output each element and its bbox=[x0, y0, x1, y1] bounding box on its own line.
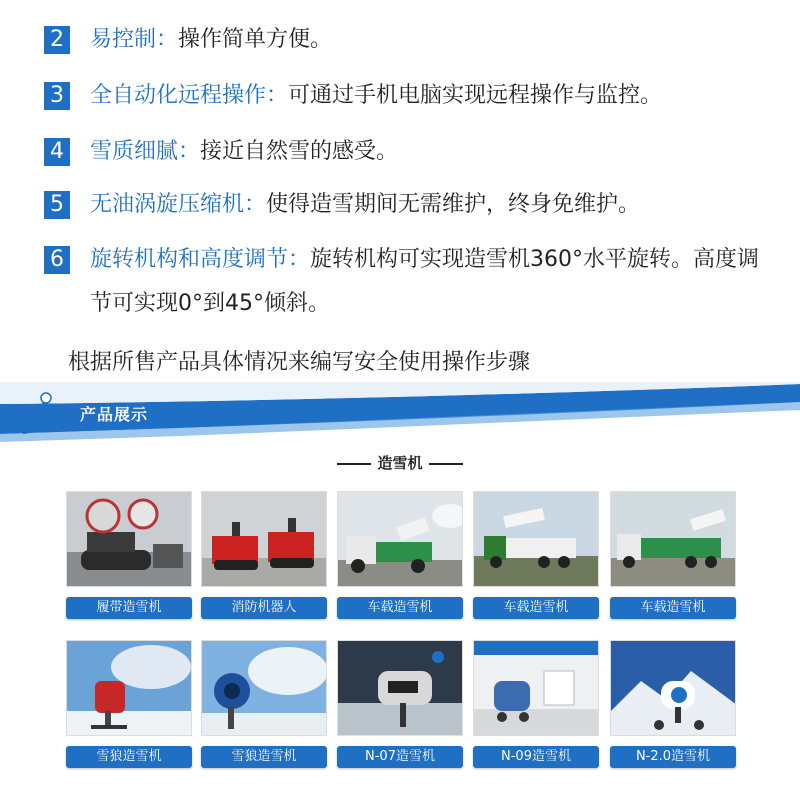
product-card[interactable] bbox=[610, 491, 736, 619]
product-image bbox=[337, 640, 463, 736]
product-image bbox=[66, 491, 192, 587]
snow-gun-red-image bbox=[67, 641, 192, 736]
product-card[interactable] bbox=[610, 640, 736, 768]
banner-title: 产品展示 bbox=[80, 405, 149, 424]
product-image bbox=[473, 491, 599, 587]
product-label: 车载造雪机 bbox=[473, 597, 599, 619]
tracked-snow-maker-image bbox=[67, 492, 192, 587]
number-badge: 6 bbox=[44, 246, 70, 274]
fire-robot-image bbox=[202, 492, 327, 587]
product-image bbox=[337, 491, 463, 587]
product-image bbox=[201, 640, 327, 736]
expo-booth-image bbox=[474, 641, 599, 736]
snow-gun-night-image bbox=[338, 641, 463, 736]
product-card[interactable] bbox=[66, 640, 192, 768]
truck-snow-maker-image bbox=[611, 492, 736, 587]
product-card[interactable] bbox=[66, 491, 192, 619]
feature-title: 易控制： bbox=[90, 27, 179, 52]
product-label: N-07造雪机 bbox=[337, 746, 463, 768]
product-label: 消防机器人 bbox=[201, 597, 327, 619]
product-card[interactable] bbox=[337, 640, 463, 768]
feature-title: 旋转机构和高度调节： bbox=[90, 247, 311, 272]
product-card[interactable] bbox=[337, 491, 463, 619]
snow-gun-blue-image bbox=[202, 641, 327, 736]
feature-title: 全自动化远程操作： bbox=[90, 83, 289, 108]
feature-desc: 旋转机构可实现造雪机360°水平旋转。高度调节可实现0°到45°倾斜。 bbox=[90, 247, 760, 316]
product-label: 履带造雪机 bbox=[66, 597, 192, 619]
product-card[interactable] bbox=[201, 491, 327, 619]
product-card[interactable] bbox=[473, 640, 599, 768]
product-label: 车载造雪机 bbox=[610, 597, 736, 619]
feature-desc: 使得造雪期间无需维护，终身免维护。 bbox=[266, 192, 641, 217]
mountain-snow-gun-image bbox=[611, 641, 736, 736]
product-label: 雪狼造雪机 bbox=[66, 746, 192, 768]
product-image bbox=[610, 491, 736, 587]
product-card[interactable] bbox=[201, 640, 327, 768]
product-image bbox=[201, 491, 327, 587]
section-heading-text: 造雪机 bbox=[377, 454, 423, 472]
product-image bbox=[473, 640, 599, 736]
feature-title: 无油涡旋压缩机： bbox=[90, 192, 267, 217]
product-label: 车载造雪机 bbox=[337, 597, 463, 619]
product-card[interactable] bbox=[473, 491, 599, 619]
product-image bbox=[610, 640, 736, 736]
number-badge: 3 bbox=[44, 82, 70, 110]
feature-desc: 接近自然雪的感受。 bbox=[200, 139, 399, 164]
truck-snow-maker-image bbox=[338, 492, 463, 587]
feature-desc: 可通过手机电脑实现远程操作与监控。 bbox=[288, 83, 663, 108]
feature-desc: 操作简单方便。 bbox=[178, 27, 333, 52]
number-badge: 2 bbox=[44, 26, 70, 54]
product-label: N-2.0造雪机 bbox=[610, 746, 736, 768]
product-image bbox=[66, 640, 192, 736]
number-badge: 4 bbox=[44, 138, 70, 166]
truck-snow-maker-image bbox=[474, 492, 599, 587]
feature-title: 雪质细腻： bbox=[90, 139, 201, 164]
product-label: N-09造雪机 bbox=[473, 746, 599, 768]
number-badge: 5 bbox=[44, 191, 70, 219]
safety-note: 根据所售产品具体情况来编写安全使用操作步骤 bbox=[68, 350, 531, 375]
product-label: 雪狼造雪机 bbox=[201, 746, 327, 768]
